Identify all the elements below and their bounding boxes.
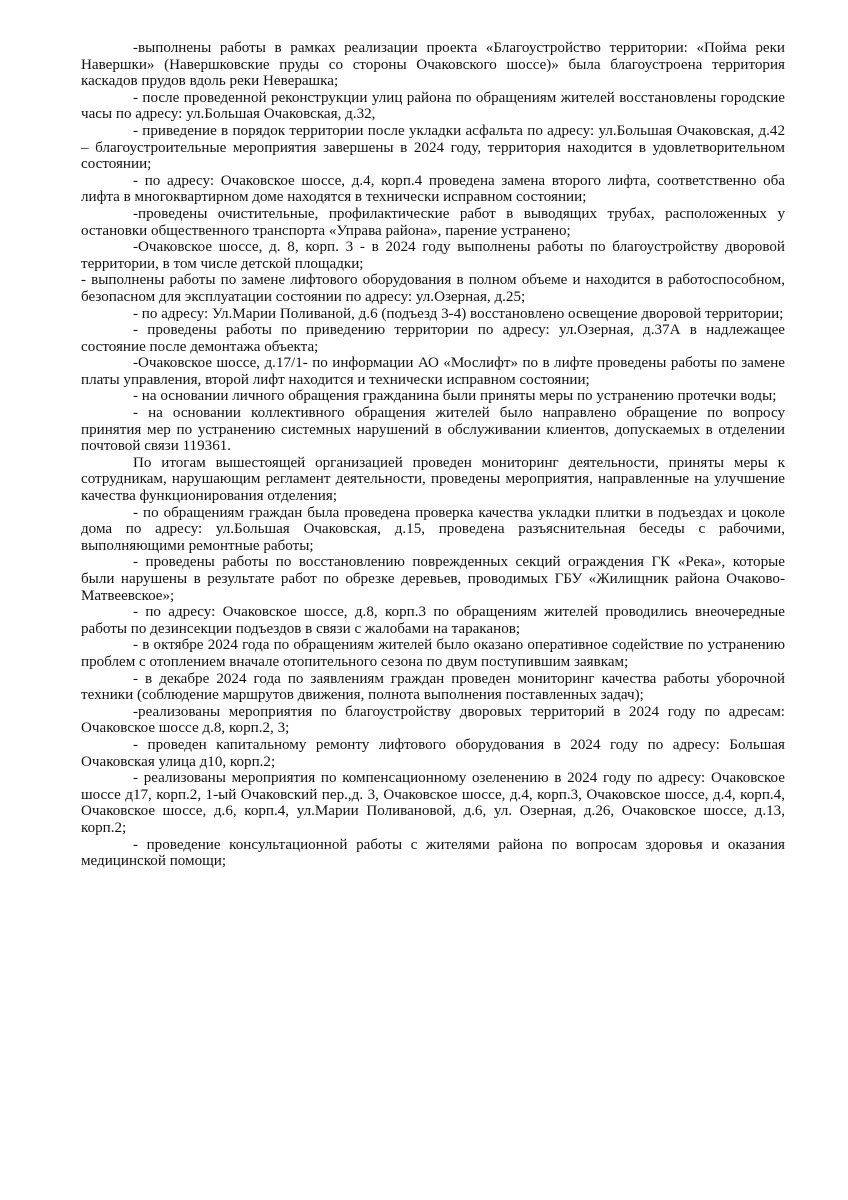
document-page [81, 40, 785, 870]
paragraph-6: -Очаковское шоссе, д. 8, корп. 3 - в 2024 году выполнены работы по благоустройству дворовой территории, в том числе детской площадки; [81, 239, 785, 272]
paragraph-5: -проведены очистительные, профилактические работ в выводящих трубах, расположенных у остановки общественного транспорта «Управа района», парение устранено; [81, 205, 785, 239]
paragraph-11: - на основании личного обращения гражданина были приняты меры по устранению протечки воды; [133, 388, 777, 405]
paragraph-3: - приведение в порядок территории после укладки асфальта по адресу: ул.Большая Очаковская, д.42 – благоустроительные мероприятия завершены в 2024 году, территория находится в удовлетворительном состоянии; [81, 122, 785, 173]
paragraph-21: - реализованы мероприятия по компенсационному озеленению в 2024 году по адресу: Очаковское шоссе д17, корп.2, 1-ый Очаковский пер.,д. 3, Очаковское шоссе, д.4, корп.3, Очаковское шоссе, д.4, корп.4, Очаковское шоссе, д.6, корп.4, ул.Марии Поливановой, д.6, ул. Озерная, д.26, Очаковское шоссе, д.13, корп.2; [81, 770, 785, 836]
paragraph-20: - проведен капитальному ремонту лифтового оборудования в 2024 году по адресу: Большая Очаковская улица д10, корп.2; [81, 736, 785, 770]
paragraph-16: - по адресу: Очаковское шоссе, д.8, корп.3 по обращениям жителей проводились внеочередные работы по дезинсекции подъездов в связи с жалобами на тараканов; [81, 604, 785, 637]
paragraph-12: - на основании коллективного обращения жителей было направлено обращение по вопросу принятия мер по устранению системных нарушений в обслуживании клиентов, допускаемых в отделении почтовой связи 119361. [81, 405, 785, 455]
paragraph-14: - по обращениям граждан была проведена проверка качества укладки плитки в подъездах и цоколе дома по адресу: ул.Большая Очаковская, д.15, проведена разъяснительная беседы с рабочими, выполняющими ремонтные работы; [81, 504, 785, 554]
paragraph-2: - после проведенной реконструкции улиц района по обращениям жителей восстановлены городские часы по адресу: ул.Большая Очаковская, д.32, [81, 89, 785, 123]
paragraph-22: - проведение консультационной работы с жителями района по вопросам здоровья и оказания медицинской помощи; [81, 836, 785, 870]
paragraph-13: По итогам вышестоящей организацией проведен мониторинг деятельности, приняты меры к сотрудникам, нарушающим регламент деятельности, проведены мероприятия, направленные на улучшение качества функционирования отделения; [81, 454, 785, 505]
paragraph-7: - выполнены работы по замене лифтового оборудования в полном объеме и находится в работоспособном, безопасном для эксплуатации состоянии по адресу: ул.Озерная, д.25; [81, 272, 785, 305]
paragraph-18: - в декабре 2024 года по заявлениям граждан проведен мониторинг качества работы уборочной техники (соблюдение маршрутов движения, полнота выполнения поставленных задач); [81, 670, 785, 704]
paragraph-1: -выполнены работы в рамках реализации проекта «Благоустройство территории: «Пойма реки Навершки» (Навершковские пруды со стороны Очаковского шоссе)» была благоустроена территория каскадов прудов вдоль реки Неверашка; [81, 40, 785, 90]
paragraph-15: - проведены работы по восстановлению поврежденных секций ограждения ГК «Река», которые были нарушены в результате работ по обрезке деревьев, проводимых ГБУ «Жилищник района Очаково-Матвеевское»; [81, 554, 785, 604]
paragraph-9: - проведены работы по приведению территории по адресу: ул.Озерная, д.37А в надлежащее состояние после демонтажа объекта; [81, 322, 785, 355]
paragraph-4: - по адресу: Очаковское шоссе, д.4, корп.4 проведена замена второго лифта, соответственно оба лифта в многоквартирном доме находятся в технически исправном состоянии; [81, 172, 785, 206]
paragraph-19: -реализованы мероприятия по благоустройству дворовых территорий в 2024 году по адресам: Очаковское шоссе д.8, корп.2, 3; [81, 703, 785, 737]
paragraph-8: - по адресу: Ул.Марии Поливаной, д.6 (подъезд 3-4) восстановлено освещение дворовой территории; [133, 305, 784, 322]
paragraph-17: - в октябре 2024 года по обращениям жителей было оказано оперативное содействие по устранению проблем с отоплением вначале отопительного сезона по двум поступившим заявкам; [81, 637, 785, 670]
paragraph-10: -Очаковское шоссе, д.17/1- по информации АО «Мослифт» по в лифте проведены работы по замене платы управления, второй лифт находится и технически исправном состоянии; [81, 355, 785, 388]
